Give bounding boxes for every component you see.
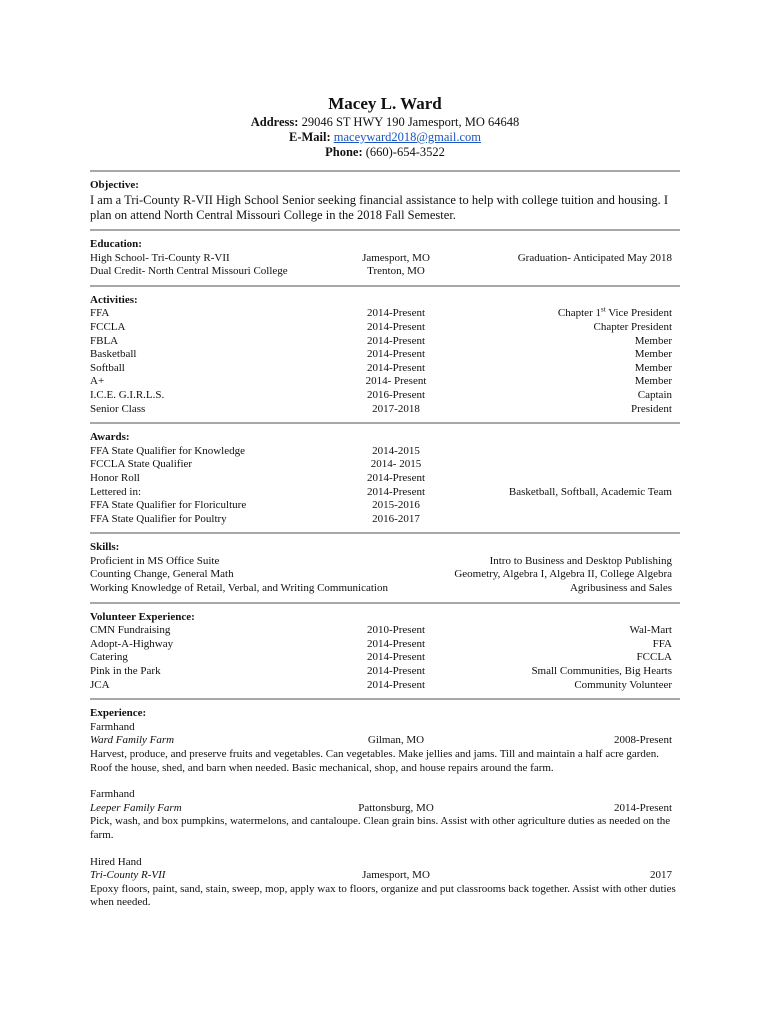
activity-dates: 2016-Present [366,388,426,401]
email-label: E-Mail: [288,130,331,144]
activity-dates: 2014- Present [365,375,427,388]
objective-text: I am a Tri-County R-VII High School Senior seeking financial assistance to help with college tuition and housing. I plan on attend North Central Missouri College in the 2018 Fall Semester. [90,192,669,222]
education-title: Education: [90,238,142,250]
job-location: Gilman, MO [367,734,425,747]
phone-value: (660)-654-3522 [365,145,445,159]
volunteer-org: Small Communities, Big Hearts [531,665,672,678]
skill-left: Working Knowledge of Retail, Verbal, and Writing Communication [90,582,388,595]
award-dates: 2015-2016 [372,499,420,512]
activity-name: I.C.E. G.I.R.L.S. [90,388,165,401]
award-name: FFA State Qualifier for Floriculture [90,499,247,512]
experience-title: Experience: [90,707,147,720]
skills-section [90,541,680,595]
activity-name: Basketball [90,348,137,361]
activity-row [90,348,680,362]
job-role: Hired Hand [90,855,142,868]
volunteer-dates: 2014-Present [366,678,426,691]
award-row [90,513,680,527]
volunteer-org: Community Volunteer [574,678,672,691]
school-note: Graduation- Anticipated May 2018 [517,251,672,264]
activity-role: Chapter 1st Vice President [557,305,672,320]
address-value: 29046 ST HWY 190 Jamesport, MO 64648 [301,115,520,129]
job-entry [90,788,680,842]
volunteer-row [90,624,680,638]
award-row [90,472,680,486]
section-divider [90,229,680,231]
skill-right: Geometry, Algebra I, Algebra II, College Algebra [454,568,672,581]
volunteer-row [90,638,680,652]
job-description: Epoxy floors, paint, sand, stain, sweep, mop, apply wax to floors, organize and put classrooms back together. Assist with other duties when needed. [90,882,676,909]
activity-dates: 2014-Present [366,348,426,361]
job-entry [90,856,680,910]
school-location: Jamesport, MO [362,251,430,264]
activity-row [90,389,680,403]
activity-dates: 2014-Present [366,334,426,347]
award-name: FFA State Qualifier for Knowledge [90,444,245,457]
award-note [452,445,680,459]
job-dates: 2008-Present [613,734,672,747]
activity-role: Member [634,348,672,361]
resume-header [90,93,680,160]
skill-right: Agribusiness and Sales [569,582,672,595]
skill-left: Proficient in MS Office Suite [90,554,220,567]
volunteer-row [90,651,680,665]
award-row [90,486,680,500]
award-name: FCCLA State Qualifier [90,458,193,471]
job-meta [90,734,680,748]
activity-name: Softball [90,361,125,374]
volunteer-org: FCCLA [636,651,672,664]
address-label: Address: [250,115,299,129]
school-name: High School- Tri-County R-VII [90,251,230,264]
award-row [90,458,680,472]
activity-row [90,335,680,349]
award-dates: 2014-Present [366,471,426,484]
section-divider [90,422,680,424]
activity-role: Member [634,375,672,388]
school-name: Dual Credit- North Central Missouri College [90,265,288,278]
job-description: Harvest, produce, and preserve fruits and vegetables. Can vegetables. Make jellies and jams. Till and maintain a half acre garden. Roof the house, shed, and barn when needed. Basic mechanical, shop, and house repairs around the farm. [90,748,660,774]
resume-page [90,93,680,923]
award-name: Lettered in: [90,485,142,498]
award-dates: 2014- 2015 [370,458,422,471]
volunteer-activity: JCA [90,678,110,691]
activity-role: Chapter President [593,320,672,333]
award-name: Honor Roll [90,471,140,484]
activities-section [90,294,680,416]
skill-row [90,555,680,569]
award-dates: 2016-2017 [372,512,420,525]
activity-row [90,321,680,335]
activities-title: Activities: [90,293,138,306]
award-note [452,458,680,472]
activity-role: President [631,402,672,415]
awards-title: Awards: [90,431,130,444]
activity-row [90,307,680,321]
objective-title: Objective: [90,179,139,191]
activity-name: FCCLA [90,320,126,333]
school-note [452,265,680,279]
activity-role: Member [634,334,672,347]
volunteer-row [90,679,680,693]
skills-title: Skills: [90,541,120,554]
section-divider [90,170,680,172]
activity-row [90,375,680,389]
activity-dates: 2014-Present [366,320,426,333]
activity-role: Member [634,361,672,374]
awards-section [90,431,680,526]
section-divider [90,285,680,287]
skill-right: Intro to Business and Desktop Publishing [489,554,672,567]
email-link[interactable]: maceyward2018@gmail.com [333,130,482,144]
job-dates: 2014-Present [613,801,672,814]
award-dates: 2014-2015 [372,444,420,457]
job-employer: Ward Family Farm [90,734,175,747]
award-note [452,513,680,527]
email-line [90,130,680,145]
volunteer-org: Wal-Mart [629,624,672,637]
job-role: Farmhand [90,788,135,801]
job-employer: Tri-County R-VII [90,869,166,882]
school-location: Trenton, MO [367,265,425,278]
award-row [90,445,680,459]
education-row [90,265,680,279]
job-description: Pick, wash, and box pumpkins, watermelons, and cantaloupe. Clean grain bins. Assist with other agriculture duties as needed on the farm. [90,815,671,841]
phone-line [90,145,680,160]
applicant-name: Macey L. Ward [328,94,442,113]
award-note [452,472,680,486]
experience-section [90,707,680,910]
education-section [90,238,680,279]
education-row [90,252,680,266]
job-meta [90,802,680,816]
activity-dates: 2014-Present [366,307,426,320]
volunteer-dates: 2010-Present [366,624,426,637]
award-note: Basketball, Softball, Academic Team [508,485,672,498]
job-dates: 2017 [650,869,672,882]
volunteer-title: Volunteer Experience: [90,610,195,623]
volunteer-activity: Adopt-A-Highway [90,637,174,650]
skill-row [90,568,680,582]
activity-row [90,362,680,376]
volunteer-org: FFA [652,637,672,650]
section-divider [90,602,680,604]
section-divider [90,532,680,534]
skill-left: Counting Change, General Math [90,568,234,581]
activity-name: FFA [90,307,110,320]
volunteer-dates: 2014-Present [366,665,426,678]
activity-name: Senior Class [90,402,146,415]
volunteer-dates: 2014-Present [366,651,426,664]
activity-dates: 2014-Present [366,361,426,374]
objective-section [90,179,680,223]
address-line [90,115,680,130]
activity-role: Captain [637,388,672,401]
job-location: Pattonsburg, MO [358,801,434,814]
activity-row [90,403,680,417]
job-employer: Leeper Family Farm [90,801,182,814]
activity-name: FBLA [90,334,119,347]
skill-row [90,582,680,596]
volunteer-activity: CMN Fundraising [90,624,171,637]
volunteer-activity: Pink in the Park [90,665,161,678]
job-entry [90,721,680,775]
activity-name: A+ [90,375,105,388]
award-note [452,499,680,513]
section-divider [90,698,680,700]
award-name: FFA State Qualifier for Poultry [90,512,227,525]
volunteer-dates: 2014-Present [366,637,426,650]
job-role: Farmhand [90,720,135,733]
volunteer-section [90,611,680,693]
volunteer-activity: Catering [90,651,128,664]
volunteer-row [90,665,680,679]
phone-label: Phone: [325,145,363,159]
job-location: Jamesport, MO [362,869,430,882]
award-dates: 2014-Present [366,485,426,498]
award-row [90,499,680,513]
job-meta [90,869,680,883]
activity-dates: 2017-2018 [372,402,420,415]
